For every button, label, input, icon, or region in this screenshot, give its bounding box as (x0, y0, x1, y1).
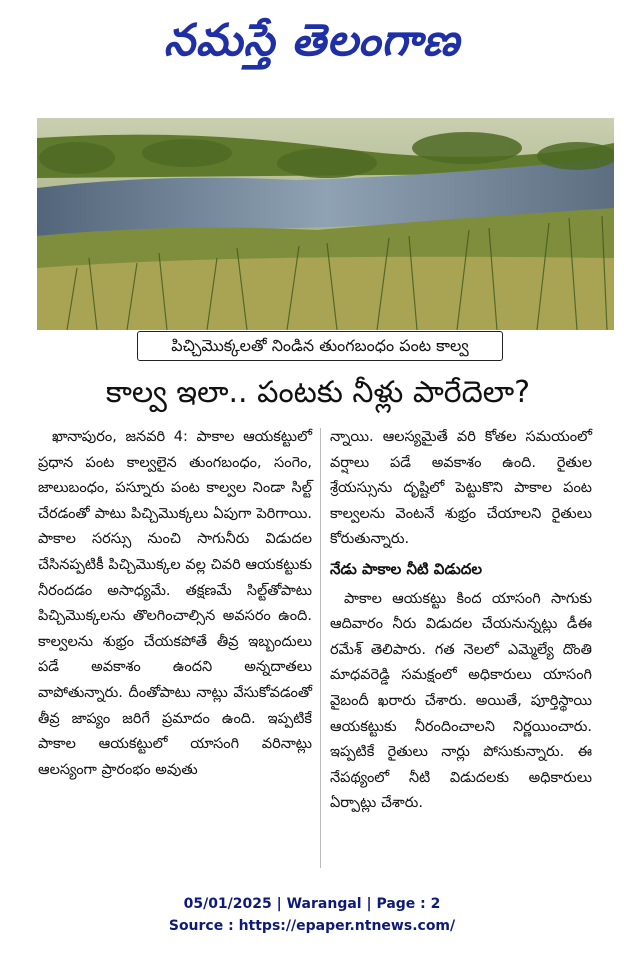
article-subheading: నేడు పాకాల నీటి విడుదల (330, 559, 482, 578)
column-divider (320, 428, 321, 868)
article-column-right (330, 425, 592, 817)
article-headline: కాల్వ ఇలా.. పంటకు నీళ్లు పారేదెలా? (105, 375, 531, 410)
newspaper-logo: నమస్తే తెలంగాణ (163, 15, 461, 66)
edition-info: 05/01/2025 | Warangal | Page : 2 (183, 896, 441, 912)
article-column-left (38, 425, 312, 783)
news-photo (37, 118, 614, 330)
article-paragraph: పాకాల ఆయకట్టు కింద యాసంగి సాగుకు ఆదివారం నీరు విడుదల చేయనున్నట్లు డీఈ రమేశ్ తెలిపారు. గత నెలలో ఎమ్మెల్యే దొంతి మాధవరెడ్డి సమక్షంలో అధికారులు యాసంగి వైబందీ ఖరారు చేశారు. అయితే, పూర్తిస్థాయి ఆయకట్టుకు నీరందించాలని నిర్ణయించారు. ఇప్పటికే రైతులు నార్లు పోసుకున్నారు. ఈ నేపథ్యంలో నీటి విడుదలకు అధికారులు ఏర్పాట్లు చేశారు. (330, 590, 592, 812)
photo-caption: పిచ్చిమొక్కలతో నిండిన తుంగబంధం పంట కాల్వ (137, 331, 503, 361)
article-paragraph: ఖానాపురం, జనవరి 4: పాకాల ఆయకట్టులో ప్రధాన పంట కాల్వలైన తుంగబంధం, సంగెం, జాలుబంధం, పస్నూరు పంట కాల్వల నిండా సిల్ట్ చేరడంతో పాటు పిచ్చిమొక్కలు ఏపుగా పెరిగాయి. పాకాల సరస్సు నుంచి సాగునీరు విడుదల చేసినప్పటికీ పిచ్చిమొక్కల వల్ల చివరి ఆయకట్టుకు నీరందడం అసాధ్యమే. తక్షణమే సిల్ట్‌తోపాటు పిచ్చిమొక్కలను తొలగించాల్సిన అవసరం ఉంది. కాల్వలను శుభ్రం చేయకపోతే తీవ్ర ఇబ్బందులు పడే అవకాశం ఉందని అన్నదాతలు వాపోతున్నారు. దీంతోపాటు నాట్లు వేసుకోవడంతో తీవ్ర జాప్యం జరిగే ప్రమాదం ఉంది. ఇప్పటికే పాకాల ఆయకట్టులో యాసంగి వరినాట్లు ఆలస్యంగా ప్రారంభం అవుతు (38, 429, 312, 778)
article-paragraph: న్నాయి. ఆలస్యమైతే వరి కోతల సమయంలో వర్షాలు పడే అవకాశం ఉంది. రైతుల శ్రేయస్సును దృష్టిలో పెట్టుకొని పాకాల పంట కాల్వలను వెంటనే శుభ్రం చేయాలని రైతులు కోరుతున్నారు. (330, 429, 592, 548)
source-link[interactable]: Source : https://epaper.ntnews.com/ (168, 918, 456, 934)
canal-photo-illustration (37, 118, 614, 330)
masthead (0, 6, 624, 76)
